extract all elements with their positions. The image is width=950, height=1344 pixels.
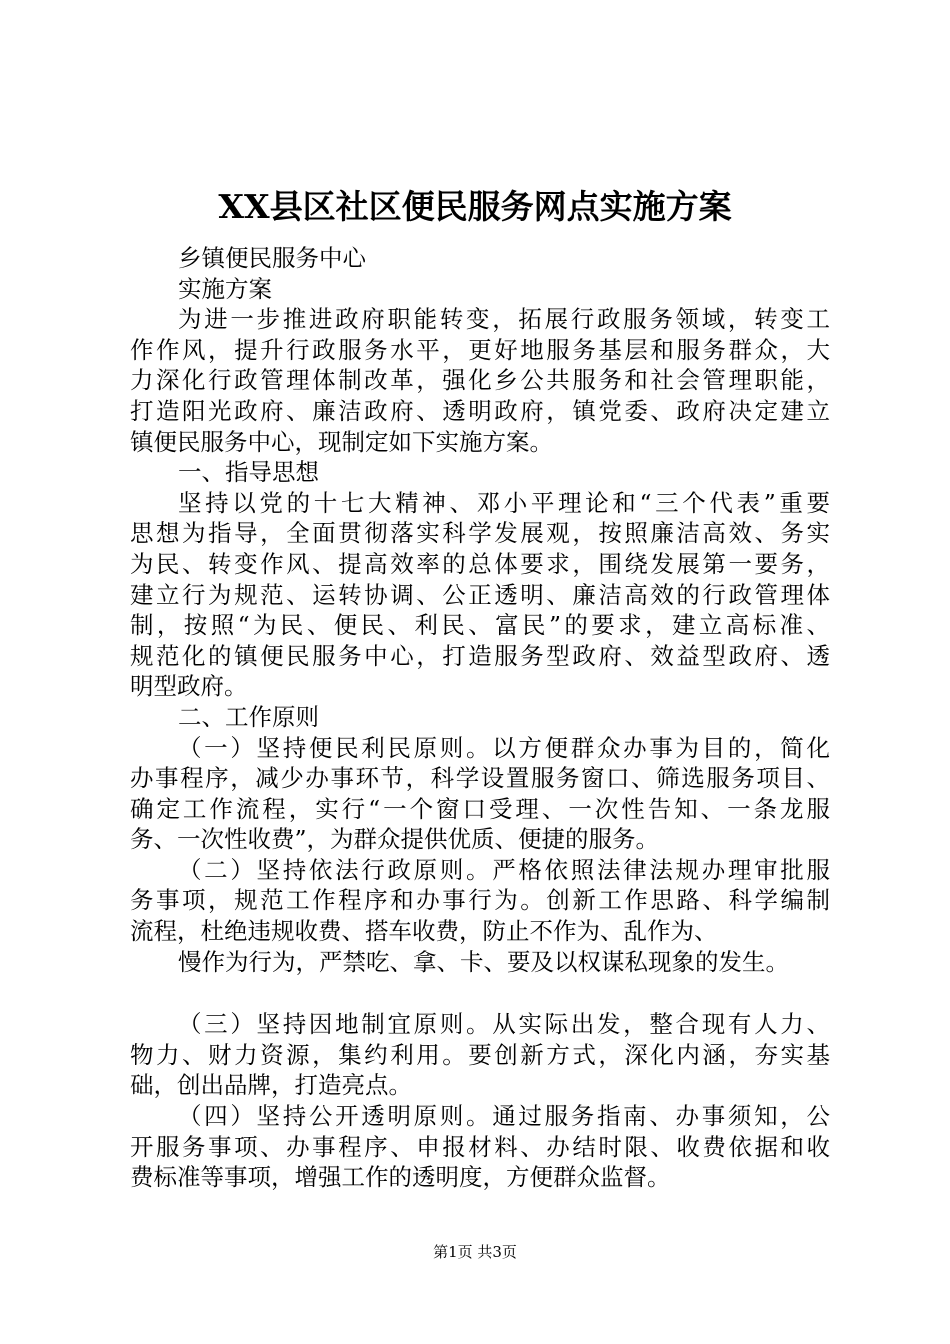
- text-line: 慢作为行为，严禁吃、拿、卡、要及以权谋私现象的发生。: [178, 947, 789, 976]
- text-line: 明型政府。: [130, 672, 248, 701]
- text-line: 费标准等事项，增强工作的透明度，方便群众监督。: [130, 1163, 671, 1192]
- text-line: （四）坚持公开透明原则。通过服务指南、办事须知，公: [178, 1102, 830, 1131]
- text-line: 础，创出品牌，打造亮点。: [130, 1071, 412, 1100]
- text-line: 开服务事项、办事程序、申报材料、办结时限、收费依据和收: [130, 1132, 830, 1161]
- text-line: 坚持以党的十七大精神、邓小平理论和“三个代表”重要: [178, 488, 830, 517]
- text-line: 为民、转变作风、提高效率的总体要求，围绕发展第一要务，: [130, 549, 830, 578]
- document-title: XX县区社区便民服务网点实施方案: [218, 187, 732, 226]
- text-line: 思想为指导，全面贯彻落实科学发展观，按照廉洁高效、务实: [130, 519, 830, 548]
- text-line: 务事项，规范工作程序和办事行为。创新工作思路、科学编制: [130, 886, 830, 915]
- text-line: 实施方案: [178, 274, 272, 303]
- text-line: 规范化的镇便民服务中心，打造服务型政府、效益型政府、透: [130, 641, 830, 670]
- text-line: 确定工作流程，实行“一个窗口受理、一次性告知、一条龙服: [130, 794, 830, 823]
- text-line: 为进一步推进政府职能转变，拓展行政服务领域，转变工: [178, 305, 830, 334]
- text-line: 力深化行政管理体制改革，强化乡公共服务和社会管理职能，: [130, 366, 830, 395]
- blank-line: [130, 977, 830, 1009]
- text-line: 物力、财力资源，集约利用。要创新方式，深化内涵，夯实基: [130, 1040, 830, 1069]
- text-line: （二）坚持依法行政原则。严格依照法律法规办理审批服: [178, 855, 830, 884]
- section-heading: 二、工作原则: [178, 702, 319, 731]
- document-body: [130, 243, 830, 1193]
- text-line: 打造阳光政府、廉洁政府、透明政府，镇党委、政府决定建立: [130, 396, 830, 425]
- text-line: 制，按照“为民、便民、利民、富民”的要求，建立高标准、: [130, 611, 830, 640]
- text-line: 作作风，提升行政服务水平，更好地服务基层和服务群众，大: [130, 335, 830, 364]
- text-line: 乡镇便民服务中心: [178, 244, 366, 272]
- text-line: （一）坚持便民利民原则。以方便群众办事为目的，简化: [178, 733, 830, 762]
- text-line: 镇便民服务中心，现制定如下实施方案。: [130, 427, 553, 456]
- text-line: 办事程序，减少办事环节，科学设置服务窗口、筛选服务项目、: [130, 764, 830, 793]
- page-footer: 第1页 共3页: [433, 1243, 517, 1261]
- text-line: （三）坚持因地制宜原则。从实际出发，整合现有人力、: [178, 1010, 830, 1039]
- text-line: 建立行为规范、运转协调、公正透明、廉洁高效的行政管理体: [130, 580, 830, 609]
- text-line: 务、一次性收费”，为群众提供优质、便捷的服务。: [130, 825, 660, 854]
- section-heading: 一、指导思想: [178, 458, 319, 487]
- text-line: 流程，杜绝违规收费、搭车收费，防止不作为、乱作为、: [130, 917, 718, 946]
